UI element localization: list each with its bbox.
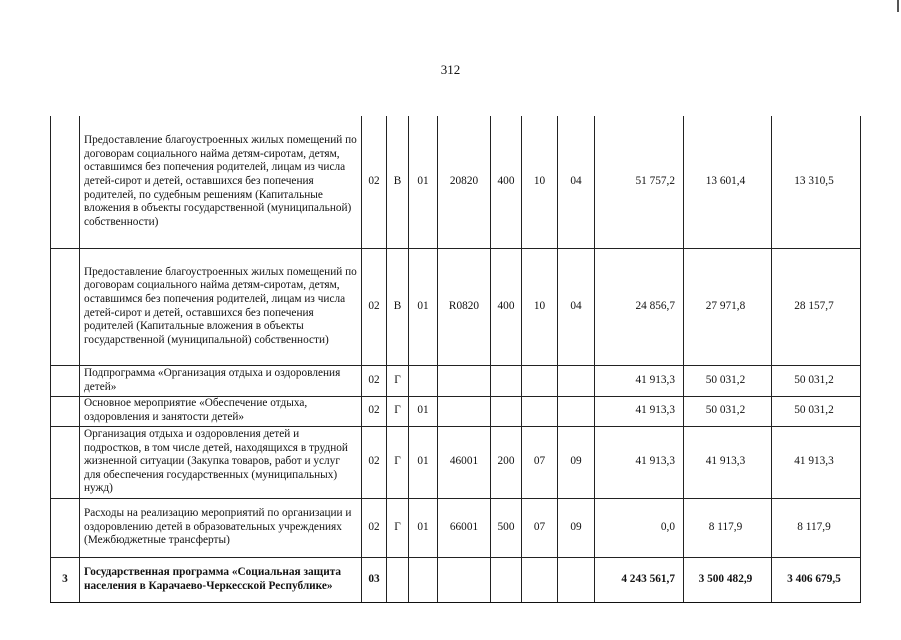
description-cell: Организация отдыха и оздоровления детей и подростков, в том числе детей, находящихся в трудной жизненной ситуации (Закупка товаров, работ и услуг для обеспечения государственных (муниципальных) нужд) (80, 426, 362, 498)
amount-cell: 41 913,3 (684, 426, 772, 498)
description-cell: Подпрограмма «Организация отдыха и оздоровления детей» (80, 365, 362, 396)
amount-cell: 27 971,8 (684, 248, 772, 365)
code-cell (558, 396, 595, 426)
code-cell: Г (387, 365, 409, 396)
code-cell: 02 (362, 396, 387, 426)
code-cell: 02 (362, 426, 387, 498)
description-cell: Расходы на реализацию мероприятий по организации и оздоровлению детей в образовательных учреждениях (Межбюджетные трансферты) (80, 498, 362, 557)
code-cell: Г (387, 426, 409, 498)
amount-cell: 24 856,7 (595, 248, 684, 365)
budget-table (50, 116, 861, 603)
row-number-cell (51, 426, 80, 498)
code-cell: 01 (409, 248, 438, 365)
code-cell: 500 (491, 498, 522, 557)
code-cell (491, 396, 522, 426)
code-cell: 01 (409, 498, 438, 557)
row-number-cell (51, 498, 80, 557)
table-row (51, 248, 861, 365)
code-cell: 66001 (438, 498, 491, 557)
code-cell: 02 (362, 498, 387, 557)
amount-cell: 50 031,2 (684, 396, 772, 426)
amount-cell: 41 913,3 (595, 426, 684, 498)
code-cell (522, 557, 558, 602)
amount-cell: 51 757,2 (595, 116, 684, 248)
amount-cell: 13 310,5 (772, 116, 861, 248)
table-row (51, 365, 861, 396)
code-cell (438, 396, 491, 426)
code-cell (522, 396, 558, 426)
code-cell: Г (387, 498, 409, 557)
code-cell: 07 (522, 498, 558, 557)
description-cell: Государственная программа «Социальная защита населения в Карачаево-Черкесской Республике» (80, 557, 362, 602)
code-cell (558, 557, 595, 602)
code-cell: 10 (522, 248, 558, 365)
code-cell: 10 (522, 116, 558, 248)
code-cell: Г (387, 396, 409, 426)
code-cell: 02 (362, 248, 387, 365)
row-number-cell (51, 248, 80, 365)
table-row (51, 426, 861, 498)
code-cell (387, 557, 409, 602)
page-edge-mark (897, 0, 899, 12)
code-cell: 02 (362, 365, 387, 396)
description-cell: Основное мероприятие «Обеспечение отдыха, оздоровления и занятости детей» (80, 396, 362, 426)
amount-cell: 3 500 482,9 (684, 557, 772, 602)
amount-cell: 50 031,2 (772, 365, 861, 396)
amount-cell: 41 913,3 (595, 365, 684, 396)
code-cell (438, 365, 491, 396)
amount-cell: 50 031,2 (684, 365, 772, 396)
code-cell (558, 365, 595, 396)
description-cell: Предоставление благоустроенных жилых помещений по договорам социального найма детям-сиротам, детям, оставшимся без попечения родителей, лицам из числа детей-сирот и детей, оставшихся без попечения родителей, по судебным решениям (Капитальные вложения в объекты государственной (муниципальной) собственности) (80, 116, 362, 248)
amount-cell: 8 117,9 (684, 498, 772, 557)
amount-cell: 0,0 (595, 498, 684, 557)
row-number-cell (51, 396, 80, 426)
amount-cell: 3 406 679,5 (772, 557, 861, 602)
code-cell: 04 (558, 116, 595, 248)
table-row (51, 396, 861, 426)
table-row (51, 498, 861, 557)
code-cell (409, 557, 438, 602)
amount-cell: 8 117,9 (772, 498, 861, 557)
table-row (51, 116, 861, 248)
page-number: 312 (440, 62, 461, 77)
row-number-cell (51, 365, 80, 396)
code-cell: 07 (522, 426, 558, 498)
code-cell: 02 (362, 116, 387, 248)
amount-cell: 41 913,3 (595, 396, 684, 426)
code-cell: 46001 (438, 426, 491, 498)
code-cell: 20820 (438, 116, 491, 248)
code-cell: В (387, 116, 409, 248)
amount-cell: 41 913,3 (772, 426, 861, 498)
code-cell: 200 (491, 426, 522, 498)
amount-cell: 4 243 561,7 (595, 557, 684, 602)
code-cell: 01 (409, 426, 438, 498)
amount-cell: 13 601,4 (684, 116, 772, 248)
code-cell: 03 (362, 557, 387, 602)
code-cell: 400 (491, 248, 522, 365)
code-cell (491, 365, 522, 396)
code-cell: 09 (558, 498, 595, 557)
code-cell (438, 557, 491, 602)
code-cell (491, 557, 522, 602)
row-number-cell (51, 116, 80, 248)
code-cell: 09 (558, 426, 595, 498)
row-number-cell: 3 (51, 557, 80, 602)
amount-cell: 50 031,2 (772, 396, 861, 426)
code-cell (409, 365, 438, 396)
code-cell: R0820 (438, 248, 491, 365)
table-body (51, 116, 861, 602)
code-cell (522, 365, 558, 396)
code-cell: В (387, 248, 409, 365)
description-cell: Предоставление благоустроенных жилых помещений по договорам социального найма детям-сиротам, детям, оставшимся без попечения родителей, лицам из числа детей-сирот и детей, оставшихся без попечения родителей (Капитальные вложения в объекты государственной (муниципальной) собственности) (80, 248, 362, 365)
code-cell: 01 (409, 116, 438, 248)
code-cell: 04 (558, 248, 595, 365)
table-row (51, 557, 861, 602)
code-cell: 400 (491, 116, 522, 248)
code-cell: 01 (409, 396, 438, 426)
amount-cell: 28 157,7 (772, 248, 861, 365)
